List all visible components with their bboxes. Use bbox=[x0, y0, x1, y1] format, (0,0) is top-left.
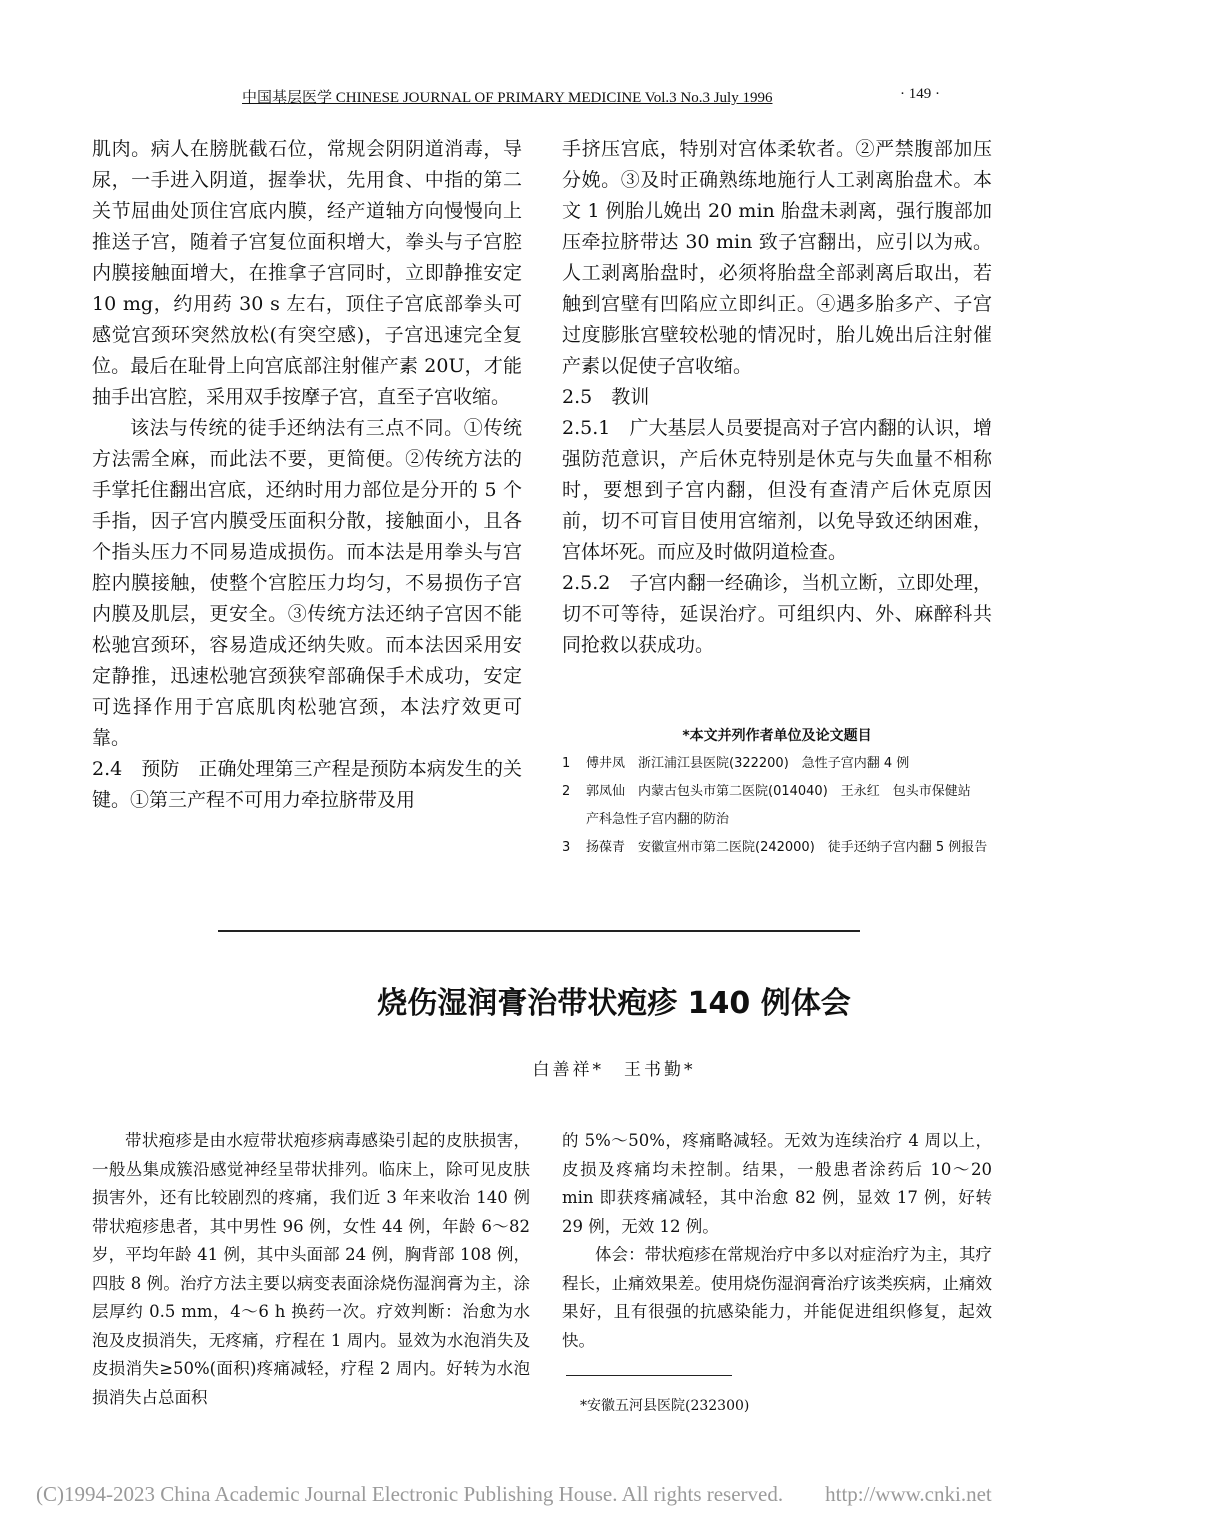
section-2-5-1: 2.5.1 广大基层人员要提高对子宫内翻的认识，增强防范意识，产后休克特别是休克与失血量不相称时，要想到子宫内翻，但没有查清产后休克原因前，切不可盲目使用宫缩剂，以免导致还纳困难，宫体坏死。而应及时做阴道检查。 bbox=[562, 417, 992, 563]
paragraph: 手挤压宫底，特别对宫体柔软者。②严禁腹部加压分娩。③及时正确熟练地施行人工剥离胎盘术。本文 1 例胎儿娩出 20 min 胎盘未剥离，强行腹部加压牵拉脐带达 30 min 致子宫翻出，应引以为戒。人工剥离胎盘时，必须将胎盘全部剥离后取出，若触到宫壁有凹陷应立即纠正。④遇多胎多产、子宫过度膨胀宫壁较松驰的情况时，胎儿娩出后注射催产素以促使子宫收缩。 bbox=[562, 138, 992, 377]
section-2-5-2: 2.5.2 子宫内翻一经确诊，当机立断，立即处理，切不可等待，延误治疗。可组织内、外、麻醉科共同抢救以获成功。 bbox=[562, 572, 992, 656]
section-2-5-heading: 2.5 教训 bbox=[562, 386, 650, 408]
paragraph: 的 5%～50%，疼痛略减轻。无效为连续治疗 4 周以上，皮损及疼痛均未控制。结果，一般患者涂药后 10～20 min 即获疼痛减轻，其中治愈 82 例，显效 17 例，好转 29 例，无效 12 例。 bbox=[562, 1131, 992, 1236]
paragraph: 带状疱疹是由水痘带状疱疹病毒感染引起的皮肤损害，一般丛集成簇沿感觉神经呈带状排列。临床上，除可见皮肤损害外，还有比较剧烈的疼痛，我们近 3 年来收治 140 例带状疱疹患者，其中男性 96 例，女性 44 例，年龄 6～82 岁，平均年龄 41 例，其中头面部 24 例，胸背部 108 例，四肢 8 例。治疗方法主要以病变表面涂烧伤湿润膏为主，涂层厚约 0.5 mm，4～6 h 换药一次。疗效判断：治愈为水泡及皮损消失，无疼痛，疗程在 1 周内。显效为水泡消失及皮损消失≥50%(面积)疼痛减轻，疗程 2 周内。好转为水泡损消失占总面积 bbox=[92, 1131, 530, 1407]
reference-text: 郭凤仙 内蒙古包头市第二医院(014040) 王永红 包头市保健站 产科急性子宫内翻的防治 bbox=[586, 784, 984, 827]
references-title: *本文并列作者单位及论文题目 bbox=[682, 728, 872, 744]
reference-item bbox=[562, 750, 992, 778]
article1-left-column bbox=[92, 134, 522, 816]
article-divider bbox=[218, 930, 860, 932]
page-number: · 149 · bbox=[900, 86, 940, 102]
article2-right-column bbox=[562, 1127, 992, 1355]
article2-authors: 白善祥* 王书勤* bbox=[532, 1060, 696, 1080]
reference-text: 傅井凤 浙江浦江县医院(322200) 急性子宫内翻 4 例 bbox=[586, 756, 910, 771]
journal-title: 中国基层医学 CHINESE JOURNAL OF PRIMARY MEDICINE Vol.3 No.3 July 1996 bbox=[242, 90, 773, 106]
coauthor-references bbox=[562, 722, 992, 862]
paragraph: 肌肉。病人在膀胱截石位，常规会阴阴道消毒，导尿，一手进入阴道，握拳状，先用食、中指的第二关节屈曲处顶住宫底内膜，经产道轴方向慢慢向上推送子宫，随着子宫复位面积增大，拳头与子宫腔内膜接触面增大，在推拿子宫同时，立即静推安定 10 mg，约用药 30 s 左右，顶住子宫底部拳头可感觉宫颈环突然放松(有突空感)，子宫迅速完全复位。最后在耻骨上向宫底部注射催产素 20U，才能抽手出宫腔，采用双手按摩子宫，直至子宫收缩。 bbox=[92, 138, 522, 408]
reference-text: 扬葆青 安徽宣州市第二医院(242000) 徒手还纳子宫内翻 5 例报告 bbox=[586, 840, 988, 855]
running-header bbox=[0, 86, 1228, 110]
article1-right-column bbox=[562, 134, 992, 661]
article2-left-column bbox=[92, 1127, 530, 1412]
copyright-watermark: (C)1994-2023 China Academic Journal Electronic Publishing House. All rights reserved. http://www.cnki.net bbox=[36, 1482, 992, 1506]
footnote-divider bbox=[566, 1375, 732, 1376]
reference-number: 1 bbox=[562, 756, 571, 771]
article2-title: 烧伤湿润膏治带状疱疹 140 例体会 bbox=[377, 986, 851, 1021]
reference-number: 2 bbox=[562, 784, 571, 799]
reference-item bbox=[562, 778, 992, 834]
section-2-4: 2.4 预防 正确处理第三产程是预防本病发生的关键。①第三产程不可用力牵拉脐带及用 bbox=[92, 758, 522, 811]
reference-item bbox=[562, 834, 992, 862]
reference-number: 3 bbox=[562, 840, 571, 855]
paragraph: 体会：带状疱疹在常规治疗中多以对症治疗为主，其疗程长，止痛效果差。使用烧伤湿润膏治疗该类疾病，止痛效果好，且有很强的抗感染能力，并能促进组织修复，起效快。 bbox=[562, 1245, 992, 1350]
paragraph: 该法与传统的徒手还纳法有三点不同。①传统方法需全麻，而此法不要，更简便。②传统方法的手掌托住翻出宫底，还纳时用力部位是分开的 5 个手指，因子宫内膜受压面积分散，接触面小，且各个指头压力不同易造成损伤。而本法是用拳头与宫腔内膜接触，使整个宫腔压力均匀，不易损伤子宫内膜及肌层，更安全。③传统方法还纳子宫因不能松驰宫颈环，容易造成还纳失败。而本法因采用安定静推，迅速松驰宫颈狭窄部确保手术成功，安定可选择作用于宫底肌肉松驰宫颈，本法疗效更可靠。 bbox=[92, 417, 522, 749]
affiliation-footnote: *安徽五河县医院(232300) bbox=[580, 1398, 750, 1414]
